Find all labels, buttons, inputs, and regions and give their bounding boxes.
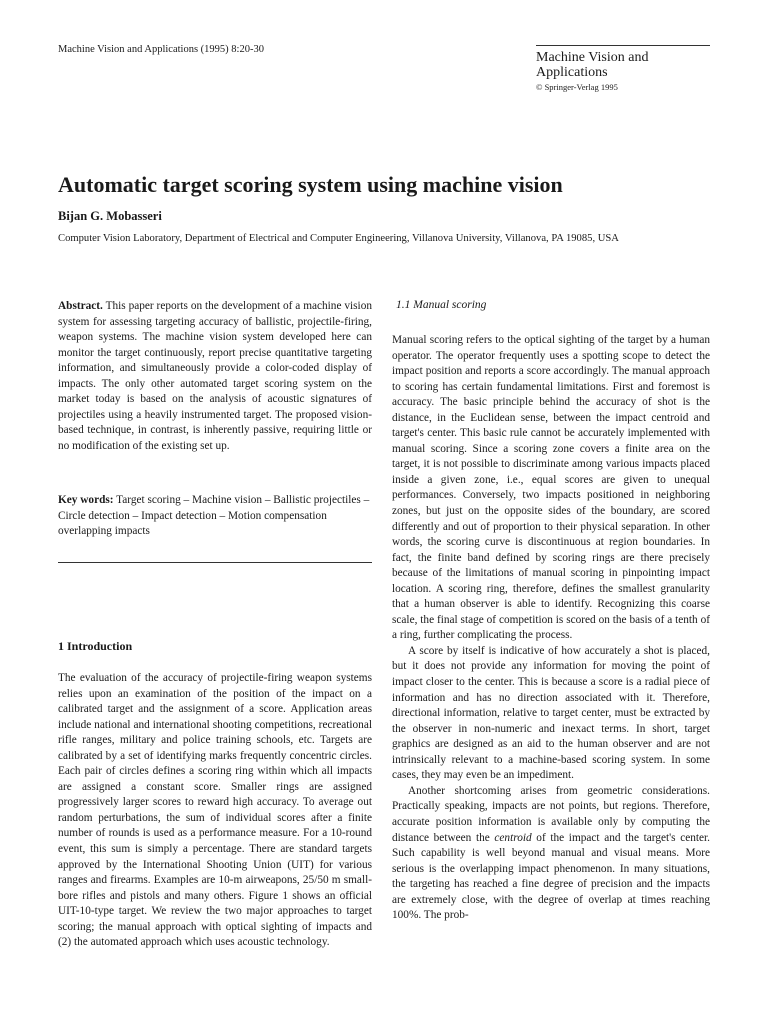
para3-emphasis: centroid: [494, 831, 532, 844]
copyright-notice: © Springer-Verlag 1995: [536, 82, 618, 92]
section-divider: [58, 562, 372, 563]
abstract: [58, 299, 372, 454]
para3-text-before: Another shortcoming arises from geometric considerations. Practically speaking, impacts are not points, but regions. Therefore, accurate position information is available only by computing the distance between the: [392, 784, 710, 844]
manual-scoring-paragraph-2: A score by itself is indicative of how accurately a shot is placed, but it does not provide any information for moving the point of impact closer to the center. This is because a score is a radial piece of information and has no direction associated with it. Therefore, directional information, relative to target center, must be extracted by the observer in non-numeric and inexact terms. In short, target graphics are designed as an aid to the human observer and are not intrinsically relevant to a machine-based scoring system. In some cases, they may even be an impediment.: [392, 644, 710, 782]
abstract-label: Abstract.: [58, 300, 103, 312]
introduction-body: [58, 671, 372, 951]
abstract-text: This paper reports on the development of a machine vision system for assessing targeting accuracy of ballistic, projectile-firing, weapon systems. The machine vision system developed here can monitor the target continuously, report precise quantitative targeting information, and simultaneously provide a color-coded display of impacts. The only other automated target scoring system on the market today is based on the analysis of acoustic signatures of projectiles using a heavily instrumented target. The proposed vision-based technique, in contrast, is inherently passive, requiring little or no modification of the existing set up.: [58, 300, 372, 452]
journal-masthead: [536, 45, 710, 92]
manual-scoring-body: [392, 333, 710, 924]
author-affiliation: Computer Vision Laboratory, Department of Electrical and Computer Engineering, Villanova University, Villanova, PA 19085, USA: [58, 233, 619, 244]
keywords: [58, 493, 372, 540]
keywords-label: Key words:: [58, 494, 114, 506]
manual-scoring-paragraph-3: [392, 784, 710, 924]
introduction-heading: 1 Introduction: [58, 639, 133, 653]
paper-author: Bijan G. Mobasseri: [58, 209, 162, 223]
manual-scoring-paragraph-1: Manual scoring refers to the optical sighting of the target by a human operator. The operator frequently uses a spotting scope to detect the impact position and reports a score accordingly. The manual approach to scoring has certain fundamental limitations. First and foremost is accuracy. The basic principle behind the accuracy of shot is the distance, in the Euclidean sense, between the impact centroid and target's center. This basic rule cannot be accurately implemented with manual scoring. Since a scoring zone covers a finite area on the target, it is not possible to discriminate among various impacts placed inside a given zone, i.e., equal scores are given to unequal performances. Conversely, two impacts positioned in neighboring zones, but just on the opposite sides of the boundary, are scored differently and out of proportion to their physical separation. In other words, the scoring curve is discontinuous at region boundaries. In fact, the finite band defined by scoring rings are there precisely because of the limitations of manual scoring in pinpointing impact location. A scoring ring, therefore, defines the smallest granularity that a human observer is able to identify. Recognizing this coarse scale, the final stage of competition is scored on the basis of a tenth of a ring, further complicating the process.: [392, 334, 710, 642]
journal-name-line2: Applications: [536, 65, 608, 80]
journal-name-line1: Machine Vision and: [536, 50, 649, 65]
para3-text-after: of the impact and the target's center. Such capability is well beyond manual and visual means. More serious is the overlapping impact phenomenon. In many situations, the targeting has reached a fine degree of precision and the impacts are extremely close, with the degree of overlap at times reaching 100%. The prob-: [392, 831, 710, 922]
paper-title: Automatic target scoring system using machine vision: [58, 172, 563, 197]
journal-citation: Machine Vision and Applications (1995) 8:20-30: [58, 44, 264, 55]
keywords-text: Target scoring – Machine vision – Ballistic projectiles – Circle detection – Impact detection – Motion compensation overlapping impacts: [58, 494, 370, 538]
introduction-paragraph: The evaluation of the accuracy of projectile-firing weapon systems relies upon an examination of the position of the impact on a calibrated target and the assignment of a score. Application areas include national and international shooting competitions, recreational rifle ranges, military and police training schools, etc. Targets are calibrated by a set of identifying marks frequently concentric circles. Each pair of circles defines a scoring ring within which all impacts are assigned a constant score. Smaller rings are assigned progressively larger scores to reward high accuracy. To average out random perturbations, the sum of individual scores after a finite number of rounds is used as a performance measure. For a 10-round event, this sum is simply a percentage. There are standard targets approved by the International Shooting Union (UIT) for various ranges and firearms. Examples are 10-m airweapons, 25/50 m small-bore rifles and pistols and many others. Figure 1 shows an official UIT-10-type target. We review the two major approaches to target scoring; the manual approach with optical sighting of impacts and (2) the automated approach which uses acoustic technology.: [58, 672, 372, 949]
manual-scoring-heading: 1.1 Manual scoring: [396, 299, 487, 311]
